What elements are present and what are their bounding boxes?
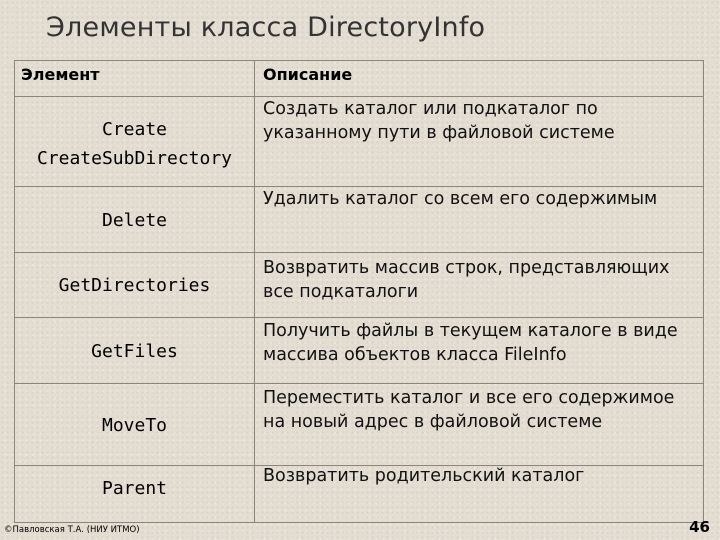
description-cell: Получить файлы в текущем каталоге в виде массива объектов класса FileInfo (263, 321, 678, 365)
element-cell (15, 384, 254, 466)
table-row (15, 384, 703, 466)
footer-credit: ©Павловская Т.А. (НИУ ИТМО) (4, 525, 140, 535)
slide-title: Элементы класса DirectoryInfo (46, 12, 486, 43)
description-cell: Удалить каталог со всем его содержимым (263, 189, 658, 209)
description-cell: Создать каталог или подкаталог по указанному пути в файловой системе (263, 99, 615, 143)
element-cell (15, 253, 254, 318)
element-cell (15, 101, 254, 187)
element-name: GetDirectories (58, 275, 211, 296)
description-cell: Возвратить массив строк, представляющих все подкаталоги (263, 258, 670, 302)
element-cell (15, 318, 254, 384)
header-element: Элемент (21, 65, 100, 84)
element-name: MoveTo (101, 414, 168, 436)
table-row (15, 97, 703, 187)
table-row (15, 466, 703, 524)
element-name: Create (101, 119, 168, 140)
table-row (15, 187, 703, 253)
page-number: 46 (689, 518, 710, 536)
table-header-row (15, 61, 703, 97)
element-name: Delete (101, 209, 168, 231)
header-description: Описание (263, 65, 353, 84)
description-cell: Переместить каталог и все его содержимое на новый адрес в файловой системе (263, 388, 675, 432)
element-cell (15, 187, 254, 253)
table-row (15, 253, 703, 318)
element-name: GetFiles (91, 340, 178, 362)
description-cell: Возвратить родительский каталог (263, 466, 585, 486)
element-cell (15, 466, 254, 510)
element-name: CreateSubDirectory (36, 148, 233, 169)
members-table (14, 60, 704, 523)
element-name: Parent (101, 477, 168, 499)
table-row (15, 318, 703, 384)
